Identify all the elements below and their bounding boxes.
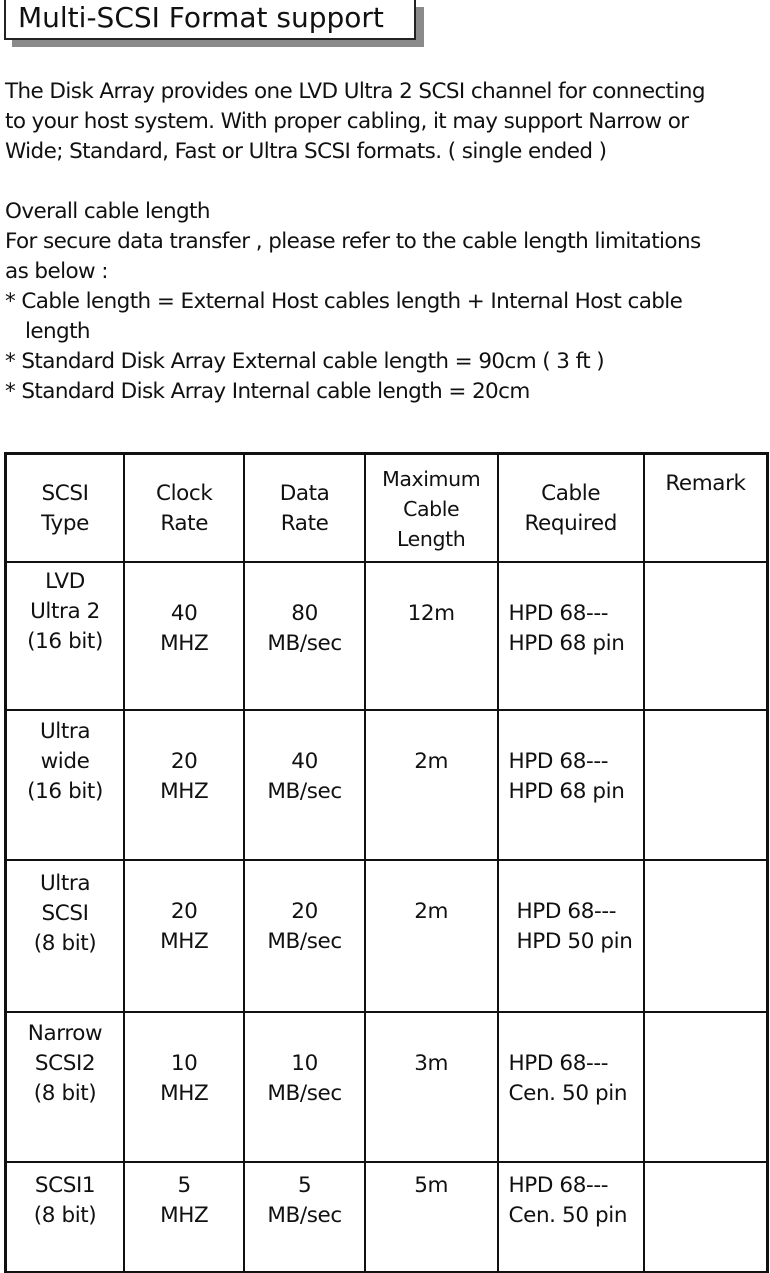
cable-bullet: * Standard Disk Array External cable length = 90cm ( 3 ft ) — [5, 349, 605, 374]
cable-line: as below : — [5, 259, 108, 284]
header-max-cable-length: Maximum Cable Length — [365, 454, 498, 563]
cell-data-rate: 40 MB/sec — [244, 710, 365, 860]
table-row — [6, 1162, 768, 1272]
cell-max-length: 12m — [365, 562, 498, 710]
intro-line: to your host system. With proper cabling, it may support Narrow or — [5, 109, 689, 134]
cell-data-rate: 20 MB/sec — [244, 860, 365, 1012]
cell-max-length: 2m — [365, 710, 498, 860]
cell-data-rate: 80 MB/sec — [244, 562, 365, 710]
cell-scsi-type: SCSI1 (8 bit) — [6, 1162, 125, 1272]
cell-cable-required: HPD 68--- HPD 50 pin — [498, 860, 644, 1012]
cell-scsi-type: LVD Ultra 2 (16 bit) — [6, 562, 125, 710]
cell-cable-required: HPD 68--- HPD 68 pin — [498, 562, 644, 710]
table-row — [6, 710, 768, 860]
section-title-box — [4, 0, 416, 40]
table-row — [6, 562, 768, 710]
cell-scsi-type: Ultra wide (16 bit) — [6, 710, 125, 860]
cell-remark — [644, 860, 768, 1012]
header-remark: Remark — [644, 454, 768, 563]
cell-clock-rate: 20 MHZ — [124, 710, 244, 860]
scsi-format-table — [4, 452, 769, 1273]
cable-line: For secure data transfer , please refer to the cable length limitations — [5, 229, 701, 254]
cell-max-length: 5m — [365, 1162, 498, 1272]
cell-data-rate: 10 MB/sec — [244, 1012, 365, 1162]
header-cable-required: Cable Required — [498, 454, 644, 563]
header-clock-rate: Clock Rate — [124, 454, 244, 563]
cell-remark — [644, 1012, 768, 1162]
cable-bullet: * Standard Disk Array Internal cable length = 20cm — [5, 379, 530, 404]
cell-scsi-type: Narrow SCSI2 (8 bit) — [6, 1012, 125, 1162]
header-scsi-type: SCSI Type — [6, 454, 125, 563]
cell-data-rate: 5 MB/sec — [244, 1162, 365, 1272]
cell-cable-required: HPD 68--- HPD 68 pin — [498, 710, 644, 860]
cell-clock-rate: 40 MHZ — [124, 562, 244, 710]
intro-line: The Disk Array provides one LVD Ultra 2 SCSI channel for connecting — [5, 79, 705, 104]
section-title: Multi-SCSI Format support — [18, 1, 384, 34]
cable-bullet-continuation: length — [25, 319, 90, 344]
cell-cable-required: HPD 68--- Cen. 50 pin — [498, 1012, 644, 1162]
table-header-row — [6, 454, 768, 563]
cable-bullet: * Cable length = External Host cables length + Internal Host cable — [5, 289, 683, 314]
body-text — [5, 77, 767, 407]
cell-remark — [644, 1162, 768, 1272]
table-row — [6, 860, 768, 1012]
cable-heading: Overall cable length — [5, 199, 210, 224]
cell-clock-rate: 5 MHZ — [124, 1162, 244, 1272]
table-row — [6, 1012, 768, 1162]
cell-clock-rate: 20 MHZ — [124, 860, 244, 1012]
cell-max-length: 3m — [365, 1012, 498, 1162]
cell-max-length: 2m — [365, 860, 498, 1012]
cell-remark — [644, 562, 768, 710]
cell-scsi-type: Ultra SCSI (8 bit) — [6, 860, 125, 1012]
header-data-rate: Data Rate — [244, 454, 365, 563]
cell-remark — [644, 710, 768, 860]
cell-cable-required: HPD 68--- Cen. 50 pin — [498, 1162, 644, 1272]
cell-clock-rate: 10 MHZ — [124, 1012, 244, 1162]
intro-line: Wide; Standard, Fast or Ultra SCSI formats. ( single ended ) — [5, 139, 607, 164]
